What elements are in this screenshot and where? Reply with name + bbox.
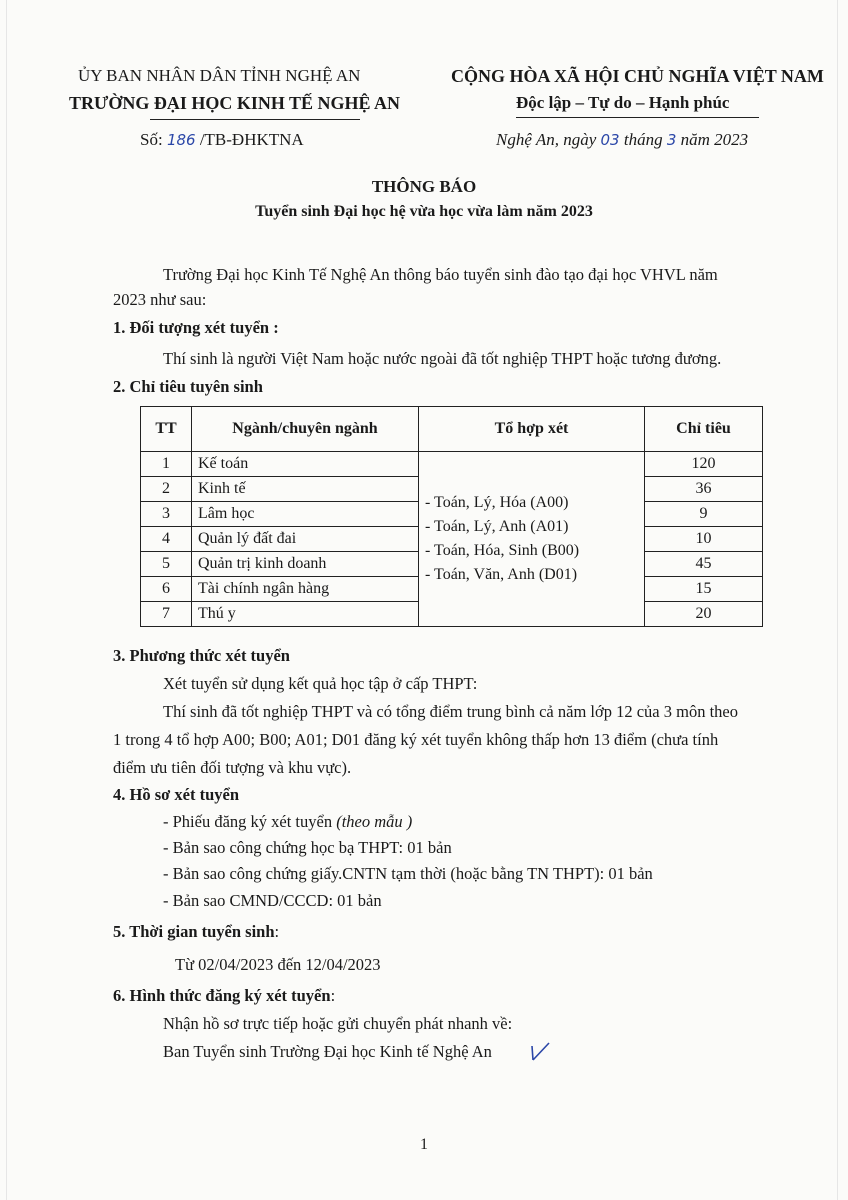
combo-item: - Toán, Hóa, Sinh (B00) [425, 542, 580, 559]
quota-table-header-row [141, 407, 763, 452]
combo-item: - Toán, Văn, Anh (D01) [425, 566, 578, 583]
row-major: Kế toán [192, 452, 419, 477]
school-name: TRƯỜNG ĐẠI HỌC KINH TẾ NGHỆ AN [69, 93, 401, 113]
quota-table [140, 406, 763, 627]
section-6-line-1: Nhận hồ sơ trực tiếp hoặc gửi chuyển phát nhanh về: [163, 1014, 513, 1033]
notice-title: THÔNG BÁO [371, 177, 477, 196]
document-item-1 [163, 812, 412, 832]
document-item-4: - Bản sao CMND/CCCD: 01 bản [163, 891, 382, 910]
initial-mark-icon [529, 1040, 555, 1064]
number-handwritten: 186 [166, 131, 196, 149]
section-4-heading: 4. Hồ sơ xét tuyển [113, 785, 240, 804]
row-tt: 3 [141, 502, 192, 527]
date-day-handwritten: 03 [600, 131, 620, 149]
row-major: Lâm học [192, 502, 419, 527]
section-6-heading-colon: : [330, 986, 336, 1005]
number-prefix: Số: [140, 130, 163, 149]
row-tt: 1 [141, 452, 192, 477]
section-3-line-4: điểm ưu tiên đối tượng và khu vực). [113, 758, 352, 777]
document-item-2: - Bản sao công chứng học bạ THPT: 01 bản [163, 838, 452, 857]
date-prefix: Nghệ An, ngày [496, 130, 597, 149]
row-quota: 45 [645, 552, 763, 577]
section-3-line-1: Xét tuyển sử dụng kết quả học tập ở cấp THPT: [163, 674, 478, 693]
agency-name: ỦY BAN NHÂN DÂN TỈNH NGHỆ AN [78, 66, 361, 85]
section-5-heading-text: 5. Thời gian tuyển sinh [113, 922, 275, 941]
table-row [141, 452, 763, 477]
document-item-3: - Bản sao công chứng giấy.CNTN tạm thời (hoặc bằng TN THPT): 01 bản [163, 864, 653, 883]
row-quota: 120 [645, 452, 763, 477]
row-tt: 6 [141, 577, 192, 602]
row-quota: 10 [645, 527, 763, 552]
row-tt: 4 [141, 527, 192, 552]
section-6-heading-text: 6. Hình thức đăng ký xét tuyển [113, 986, 331, 1005]
row-tt: 5 [141, 552, 192, 577]
school-name-underline [150, 119, 360, 120]
row-quota: 15 [645, 577, 763, 602]
section-1-heading: 1. Đối tượng xét tuyển : [113, 318, 279, 337]
header-combo: Tổ hợp xét [419, 407, 645, 452]
row-quota: 36 [645, 477, 763, 502]
date-suffix: năm 2023 [680, 130, 749, 149]
section-5-heading [113, 922, 279, 942]
header-tt: TT [141, 407, 192, 452]
combo-cell [419, 452, 645, 627]
row-major: Thú y [192, 602, 419, 627]
section-3-heading: 3. Phương thức xét tuyển [113, 646, 290, 665]
date-month-handwritten: 3 [666, 131, 677, 149]
combo-item: - Toán, Lý, Anh (A01) [425, 518, 569, 535]
header-quota: Chỉ tiêu [645, 407, 763, 452]
document-item-1-note: (theo mẫu ) [336, 812, 413, 831]
combo-item: - Toán, Lý, Hóa (A00) [425, 494, 569, 511]
intro-line-1: Trường Đại học Kinh Tế Nghệ An thông báo tuyển sinh đào tạo đại học VHVL năm [163, 265, 718, 284]
section-3-line-2: Thí sinh đã tốt nghiệp THPT và có tổng điểm trung bình cả năm lớp 12 của 3 môn theo [163, 702, 738, 721]
page-number: 1 [420, 1136, 428, 1153]
section-5-heading-colon: : [274, 922, 280, 941]
section-6-heading [113, 986, 335, 1006]
row-major: Quản lý đất đai [192, 527, 419, 552]
notice-subtitle: Tuyển sinh Đại học hệ vừa học vừa làm năm 2023 [255, 203, 593, 220]
document-number [140, 130, 304, 150]
section-2-heading: 2. Chỉ tiêu tuyên sinh [113, 377, 263, 396]
row-tt: 2 [141, 477, 192, 502]
section-5-text: Từ 02/04/2023 đến 12/04/2023 [175, 955, 381, 974]
number-suffix: /TB-ĐHKTNA [199, 130, 304, 149]
motto-underline [516, 117, 759, 118]
motto: Độc lập – Tự do – Hạnh phúc [516, 93, 730, 112]
row-major: Quản trị kinh doanh [192, 552, 419, 577]
row-major: Tài chính ngân hàng [192, 577, 419, 602]
section-3-line-3: 1 trong 4 tổ hợp A00; B00; A01; D01 đăng ký xét tuyển không thấp hơn 13 điểm (chưa tính [113, 730, 719, 749]
document-date [496, 130, 748, 150]
row-quota: 9 [645, 502, 763, 527]
row-tt: 7 [141, 602, 192, 627]
document-item-1-text: - Phiếu đăng ký xét tuyển [163, 812, 333, 831]
section-6-line-2: Ban Tuyển sinh Trường Đại học Kinh tế Nghệ An [163, 1042, 492, 1061]
date-mid: tháng [623, 130, 663, 149]
section-1-text: Thí sinh là người Việt Nam hoặc nước ngoài đã tốt nghiệp THPT hoặc tương đương. [163, 349, 722, 368]
intro-line-2: 2023 như sau: [113, 290, 207, 309]
nation-name: CỘNG HÒA XÃ HỘI CHỦ NGHĨA VIỆT NAM [451, 66, 824, 86]
row-major: Kinh tế [192, 477, 419, 502]
row-quota: 20 [645, 602, 763, 627]
header-major: Ngành/chuyên ngành [192, 407, 419, 452]
